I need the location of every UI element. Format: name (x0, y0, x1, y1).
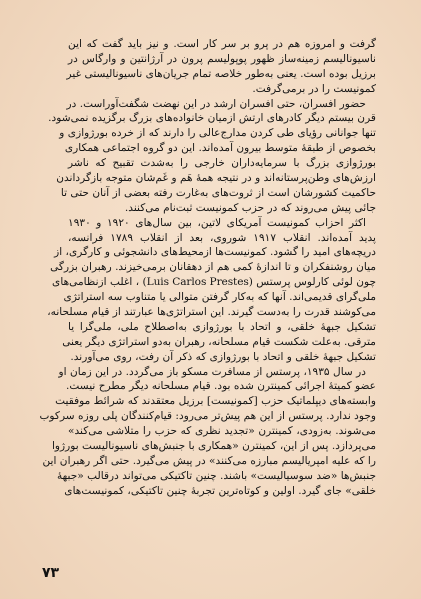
text-line: جنبش‌ها «ضد سوسیالیست» باشند. چنین تاکتیکی می‌تواند درقالب «جبههٔ (56, 469, 376, 482)
text-line: بورژوازی بزرگ با سرمایه‌داران خارجی را به‌شدت تقبیح که ناشر (68, 157, 376, 170)
text-line: را که علیه امپریالیسم مبارزه می‌کنند» در پیش می‌گیرد. حتی اگر رهبران این (42, 454, 376, 467)
paragraph-2 (48, 97, 376, 216)
paragraph-1 (68, 37, 376, 97)
text-line: ناسیونالیسم زمینه‌ساز ظهور پوپولیسم پرون در آرژانتین و وارگاس در (68, 52, 376, 65)
text-line: پدید آمده‌اند. انقلاب ۱۹۱۷ شوروی، بعد از انقلاب ۱۷۸۹ فرانسه، (68, 231, 377, 244)
text-line: چون لوئی کارلوس پرستس (Luis Carlos Prestes) ، اغلب ازنظامی‌های (52, 276, 376, 289)
paragraph-4 (39, 365, 376, 499)
text-line: ارزش‌های وطن‌پرستانه‌اند و در نتیجه همهٔ هَم و غَم‌شان متوجه بازگرداندن (56, 172, 376, 185)
text-line: می‌پردازد. پس از این، کمینترن «همکاری با جنبش‌های ناسیونالیست بورژوا (51, 440, 376, 453)
text-line: حاکمیت کشورشان است از ثروت‌های به‌غارت رفته بعضی از آنان حتی تا (60, 186, 376, 199)
text-line: می‌کوشند قدرت را به‌دست گیرند. این استراتژی‌ها عبارتند از قیام مسلحانه، (47, 306, 376, 319)
text-line: مترقی. به‌علت شکست قیام مسلحانه، رهبران به‌دو استراتژی دیگر یعنی (62, 335, 376, 348)
text-line: می‌شوند. به‌زودی، کمینترن «تجدید نظری که حزب را متلاشی می‌کند» (68, 425, 376, 438)
text-line: تشکیل جبههٔ خلقی، و اتحاد با بورژوازی به‌اصطلاح ملی، ملی‌گرا یا (68, 320, 376, 333)
text-line: بخصوص از طبقهٔ متوسط بیرون آمده‌اند. این دو گروه اجتماعی همکاری (64, 142, 376, 155)
page-number: ۷۳ (42, 565, 60, 581)
text-line: خلقی» جای گیرد. اولین و کوتاه‌ترین تجربهٔ چنین تاکتیکی، کمونیست‌های (64, 484, 376, 497)
text-line: گرفت و امروزه هم در پرو بر سر کار است. و نیز باید گفت که این (68, 38, 376, 50)
text-line: کمونیست را در برمی‌گرفت. (252, 82, 376, 95)
body-text (39, 37, 377, 499)
text-line: در سال ۱۹۳۵، پرستس از مسافرت مسکو باز می‌گردد. در این زمان او (58, 365, 366, 378)
text-line: برزیل بوده است. یعنی به‌طور خلاصه تمام جریان‌های ناسیونالیستی غیر (66, 67, 376, 80)
text-line: حضور افسران، حتی افسران ارشد در این نهضت شگفت‌آوراست. در (66, 97, 366, 110)
text-line: وابسته‌های دیپلماتیک حزب [کمونیست] برزیل معتقدند که شرائط موفقیت (55, 395, 376, 408)
text-line: دریچه‌های امید را گشود. کمونیست‌ها ازمحیط‌های دانشجوئی و کارگری، از (54, 246, 376, 259)
text-line: عضو کمیتهٔ اجرائی کمینترن شده بود. قیام مسلحانه دیگر مطرح نیست. (66, 380, 376, 393)
text-line: تشکیل جبههٔ خلقی و اتحاد با بورژوازی که ذکر آن رفت، روی می‌آورند. (70, 350, 376, 363)
text-line: میان روشنفکران و تا اندازهٔ کمی هم از دهقانان برمی‌خیزند. رهبران بزرگی (50, 261, 376, 274)
text-line: اکثر احزاب کمونیست آمریکای لاتین، بین سال‌های ۱۹۲۰ و ۱۹۳۰ (68, 216, 366, 229)
text-line: جائی پیش می‌روند که در حزب کمونیست ثبت‌نام می‌کنند. (124, 201, 376, 214)
paragraph-3 (47, 216, 377, 365)
text-line: وجود ندارد. پرستس از این هم پیش‌تر می‌رود: قیام‌کنندگان پلی روزه سرکوب (39, 410, 376, 423)
text-line: تنها جوانانی رؤیای طی کردن مدارج‌عالی را دارند که از خرده بورژوازی و (59, 127, 376, 140)
text-line: قرن بیستم دیگر کادرهای ارتش ازمیان خانواده‌های بزرگ برگزیده نمی‌شود. (48, 112, 376, 125)
text-line: ملی‌گرای قدیمی‌اند. آنها که به‌کار گرفتن متوالی یا متناوب سه استراتژی (63, 291, 376, 304)
